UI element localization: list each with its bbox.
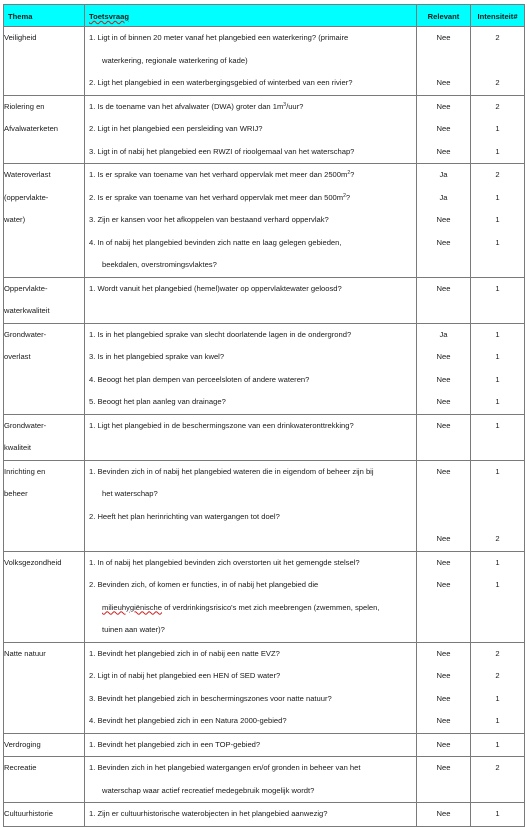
- thema-label: (oppervlakte-: [4, 192, 49, 202]
- relevant-cell: [417, 733, 471, 757]
- relevant-value: Nee: [436, 534, 451, 543]
- question-text: 5. Beoogt het plan aanleg van drainage?: [89, 397, 226, 406]
- intensiteit-value: 2: [495, 101, 500, 111]
- question-text: 1. Is de toename van het afvalwater (DWA) groter dan $1m^3$/uur?: [89, 101, 304, 111]
- relevant-cell: [417, 551, 471, 642]
- thema-label: water): [4, 215, 26, 224]
- relevant-value: Nee: [436, 716, 451, 725]
- question-text: 2. Heeft het plan herinrichting van watergangen tot doel?: [89, 511, 280, 521]
- relevant-value: Nee: [436, 352, 451, 361]
- intensiteit-cell: [471, 414, 525, 460]
- question-text: 3. Zijn er kansen voor het afkoppelen van bestaand verhard oppervlak?: [89, 215, 329, 224]
- header-intensiteit: Intensiteit#: [471, 5, 525, 27]
- question-text: 2. Ligt in of nabij het plangebied een HEN of SED water?: [89, 671, 281, 680]
- toetsvraag-cell: [85, 164, 417, 278]
- thema-cell: [4, 803, 85, 827]
- thema-label: Afvalwaterketen: [4, 124, 59, 133]
- relevant-cell: [417, 803, 471, 827]
- thema-label: Riolering en: [4, 101, 45, 111]
- intensiteit-value: 1: [495, 146, 500, 156]
- relevant-value: Nee: [436, 397, 451, 406]
- intensiteit-cell: [471, 460, 525, 551]
- question-text: 1. Ligt het plangebied in de beschermingszone van een drinkwateronttrekking?: [89, 420, 354, 430]
- intensiteit-cell: [471, 95, 525, 164]
- question-text: 1. Ligt in of binnen 20 meter vanaf het plangebied een waterkering? (primaire: [89, 33, 349, 42]
- table-header-row: [4, 5, 525, 27]
- relevant-value: Nee: [436, 466, 451, 476]
- intensiteit-value: 1: [495, 352, 500, 361]
- relevant-value: Nee: [436, 809, 451, 818]
- intensiteit-value: 1: [495, 237, 500, 247]
- intensiteit-cell: [471, 323, 525, 414]
- relevant-cell: [417, 642, 471, 733]
- thema-cell: [4, 164, 85, 278]
- toetsvraag-cell: [85, 803, 417, 827]
- table-row: [4, 164, 525, 278]
- intensiteit-value: 1: [495, 124, 500, 133]
- relevant-value: Nee: [436, 78, 451, 87]
- thema-cell: [4, 642, 85, 733]
- thema-label: Veiligheid: [4, 33, 37, 42]
- table-body: [4, 27, 525, 827]
- toetsvraag-cell: [85, 414, 417, 460]
- relevant-cell: [417, 95, 471, 164]
- intensiteit-value: 2: [495, 648, 500, 658]
- intensiteit-value: 1: [495, 192, 500, 202]
- thema-label: Volksgezondheid: [4, 557, 62, 567]
- thema-label: kwaliteit: [4, 443, 32, 452]
- thema-label: beheer: [4, 489, 28, 498]
- intensiteit-value: 2: [495, 170, 500, 179]
- thema-label: overlast: [4, 352, 31, 361]
- toetsvraag-cell: [85, 277, 417, 323]
- question-text: 4. Beoogt het plan dempen van perceelsloten of andere wateren?: [89, 374, 310, 384]
- intensiteit-value: 1: [495, 739, 500, 749]
- table-row: [4, 277, 525, 323]
- relevant-value: Nee: [436, 648, 451, 658]
- relevant-value: Nee: [436, 557, 451, 567]
- relevant-value: Nee: [436, 763, 451, 772]
- question-text: het waterschap?: [102, 489, 158, 498]
- toetsvraag-cell: [85, 95, 417, 164]
- question-text: 2. Ligt het plangebied in een waterbergingsgebied of winterbed van een rivier?: [89, 78, 353, 87]
- intensiteit-value: 1: [495, 329, 500, 339]
- intensiteit-value: 1: [495, 397, 500, 406]
- relevant-value: Nee: [436, 693, 451, 703]
- toetsvraag-cell: [85, 642, 417, 733]
- relevant-cell: [417, 277, 471, 323]
- thema-label: Oppervlakte-: [4, 283, 48, 293]
- question-text: 1. Wordt vanuit het plangebied (hemel)water op oppervlaktewater geloosd?: [89, 283, 342, 293]
- thema-cell: [4, 95, 85, 164]
- relevant-value: Ja: [439, 170, 448, 179]
- relevant-cell: [417, 27, 471, 96]
- intensiteit-value: 1: [495, 215, 500, 224]
- intensiteit-value: 1: [495, 420, 500, 430]
- intensiteit-cell: [471, 733, 525, 757]
- table-row: [4, 551, 525, 642]
- relevant-value: Nee: [436, 101, 451, 111]
- intensiteit-value: 2: [495, 763, 500, 772]
- intensiteit-value: 1: [495, 716, 500, 725]
- question-text: 1. Is er sprake van toename van het verhard oppervlak met meer dan $2500m^2$?: [89, 170, 355, 179]
- question-text: 1. Bevinden zich in het plangebied watergangen en/of gronden in beheer van het: [89, 763, 361, 772]
- thema-label: waterkwaliteit: [4, 306, 50, 315]
- intensiteit-value: 1: [495, 809, 500, 818]
- intensiteit-value: 1: [495, 466, 500, 476]
- table-row: [4, 733, 525, 757]
- header-thema: Thema: [4, 5, 85, 27]
- table-row: [4, 27, 525, 96]
- question-text: waterschap waar actief recreatief medegebruik mogelijk wordt?: [102, 785, 315, 795]
- question-text: 1. Zijn er cultuurhistorische waterobjecten in het plangebied aanwezig?: [89, 809, 328, 818]
- question-text: 2. Is er sprake van toename van het verhard oppervlak met meer dan $500m^2$?: [89, 192, 351, 202]
- thema-label: Grondwater-: [4, 420, 47, 430]
- thema-cell: [4, 27, 85, 96]
- intensiteit-value: 2: [495, 534, 500, 543]
- relevant-value: Nee: [436, 580, 451, 589]
- relevant-cell: [417, 460, 471, 551]
- relevant-value: Nee: [436, 739, 451, 749]
- relevant-value: Ja: [439, 329, 448, 339]
- relevant-value: Nee: [436, 124, 451, 133]
- question-text: 1. In of nabij het plangebied bevinden zich overstorten uit het gemengde stelsel?: [89, 557, 360, 567]
- question-text: 1. Bevindt het plangebied zich in een TOP-gebied?: [89, 739, 261, 749]
- question-text: tuinen aan water)?: [102, 625, 165, 634]
- toetsvraag-cell: [85, 27, 417, 96]
- toetsvraag-cell: [85, 551, 417, 642]
- relevant-value: Nee: [436, 374, 451, 384]
- relevant-value: Nee: [436, 146, 451, 156]
- relevant-cell: [417, 323, 471, 414]
- table-row: [4, 95, 525, 164]
- intensiteit-value: 1: [495, 557, 500, 567]
- question-text: beekdalen, overstromingsvlaktes?: [102, 260, 217, 269]
- question-text: 3. Is in het plangebied sprake van kwel?: [89, 352, 225, 361]
- question-text: 4. Bevindt het plangebied zich in een Natura 2000-gebied?: [89, 716, 287, 725]
- intensiteit-value: 1: [495, 693, 500, 703]
- question-text: 1. Bevinden zich in of nabij het plangebied wateren die in eigendom of beheer zijn bij: [89, 466, 374, 476]
- relevant-value: Ja: [439, 192, 448, 202]
- thema-label: Recreatie: [4, 763, 37, 772]
- table-row: [4, 323, 525, 414]
- relevant-value: Nee: [436, 283, 451, 293]
- intensiteit-value: 1: [495, 580, 500, 589]
- relevant-value: Nee: [436, 215, 451, 224]
- intensiteit-value: 2: [495, 78, 500, 87]
- thema-label: Verdroging: [4, 739, 41, 749]
- thema-label: Inrichting en: [4, 466, 46, 476]
- relevant-cell: [417, 164, 471, 278]
- thema-cell: [4, 414, 85, 460]
- thema-cell: [4, 323, 85, 414]
- thema-label: Wateroverlast: [4, 170, 51, 179]
- intensiteit-value: 1: [495, 374, 500, 384]
- question-text: 1. Bevindt het plangebied zich in of nabij een natte EVZ?: [89, 648, 280, 658]
- question-text: 1. Is in het plangebied sprake van slecht doorlatende lagen in de ondergrond?: [89, 329, 352, 339]
- question-text: 4. In of nabij het plangebied bevinden zich natte en laag gelegen gebieden,: [89, 237, 342, 247]
- thema-cell: [4, 277, 85, 323]
- toetsvragen-table: [3, 4, 525, 827]
- header-toetsvraag: Toetsvraag: [85, 5, 417, 27]
- relevant-value: Nee: [436, 33, 451, 42]
- relevant-value: Nee: [436, 237, 451, 247]
- question-text: 2. Ligt in het plangebied een persleiding van WRIJ?: [89, 124, 263, 133]
- question-text: 2. Bevinden zich, of komen er functies, in of nabij het plangebied die: [89, 580, 319, 589]
- table-row: [4, 460, 525, 551]
- question-text: milieuhygiënische of verdrinkingsrisico's met zich meebrengen (zwemmen, spelen,: [102, 602, 380, 612]
- question-text: 3. Ligt in of nabij het plangebied een RWZI of rioolgemaal van het waterschap?: [89, 146, 355, 156]
- intensiteit-cell: [471, 551, 525, 642]
- table-row: [4, 642, 525, 733]
- thema-cell: [4, 733, 85, 757]
- question-text: waterkering, regionale waterkering of kade): [102, 55, 248, 65]
- toetsvraag-cell: [85, 323, 417, 414]
- table-row: [4, 803, 525, 827]
- intensiteit-value: 1: [495, 283, 500, 293]
- toetsvraag-cell: [85, 460, 417, 551]
- intensiteit-value: 2: [495, 671, 500, 680]
- thema-cell: [4, 551, 85, 642]
- relevant-value: Nee: [436, 671, 451, 680]
- question-text: 3. Bevindt het plangebied zich in beschermingszones voor natte natuur?: [89, 693, 332, 703]
- toetsvraag-cell: [85, 733, 417, 757]
- table-row: [4, 414, 525, 460]
- thema-cell: [4, 460, 85, 551]
- relevant-value: Nee: [436, 420, 451, 430]
- thema-label: Cultuurhistorie: [4, 809, 53, 818]
- intensiteit-cell: [471, 277, 525, 323]
- intensiteit-cell: [471, 27, 525, 96]
- relevant-cell: [417, 414, 471, 460]
- intensiteit-cell: [471, 164, 525, 278]
- intensiteit-cell: [471, 642, 525, 733]
- header-relevant: Relevant: [417, 5, 471, 27]
- intensiteit-cell: [471, 803, 525, 827]
- thema-label: Grondwater-: [4, 329, 47, 339]
- thema-label: Natte natuur: [4, 648, 46, 658]
- intensiteit-value: 2: [495, 33, 500, 42]
